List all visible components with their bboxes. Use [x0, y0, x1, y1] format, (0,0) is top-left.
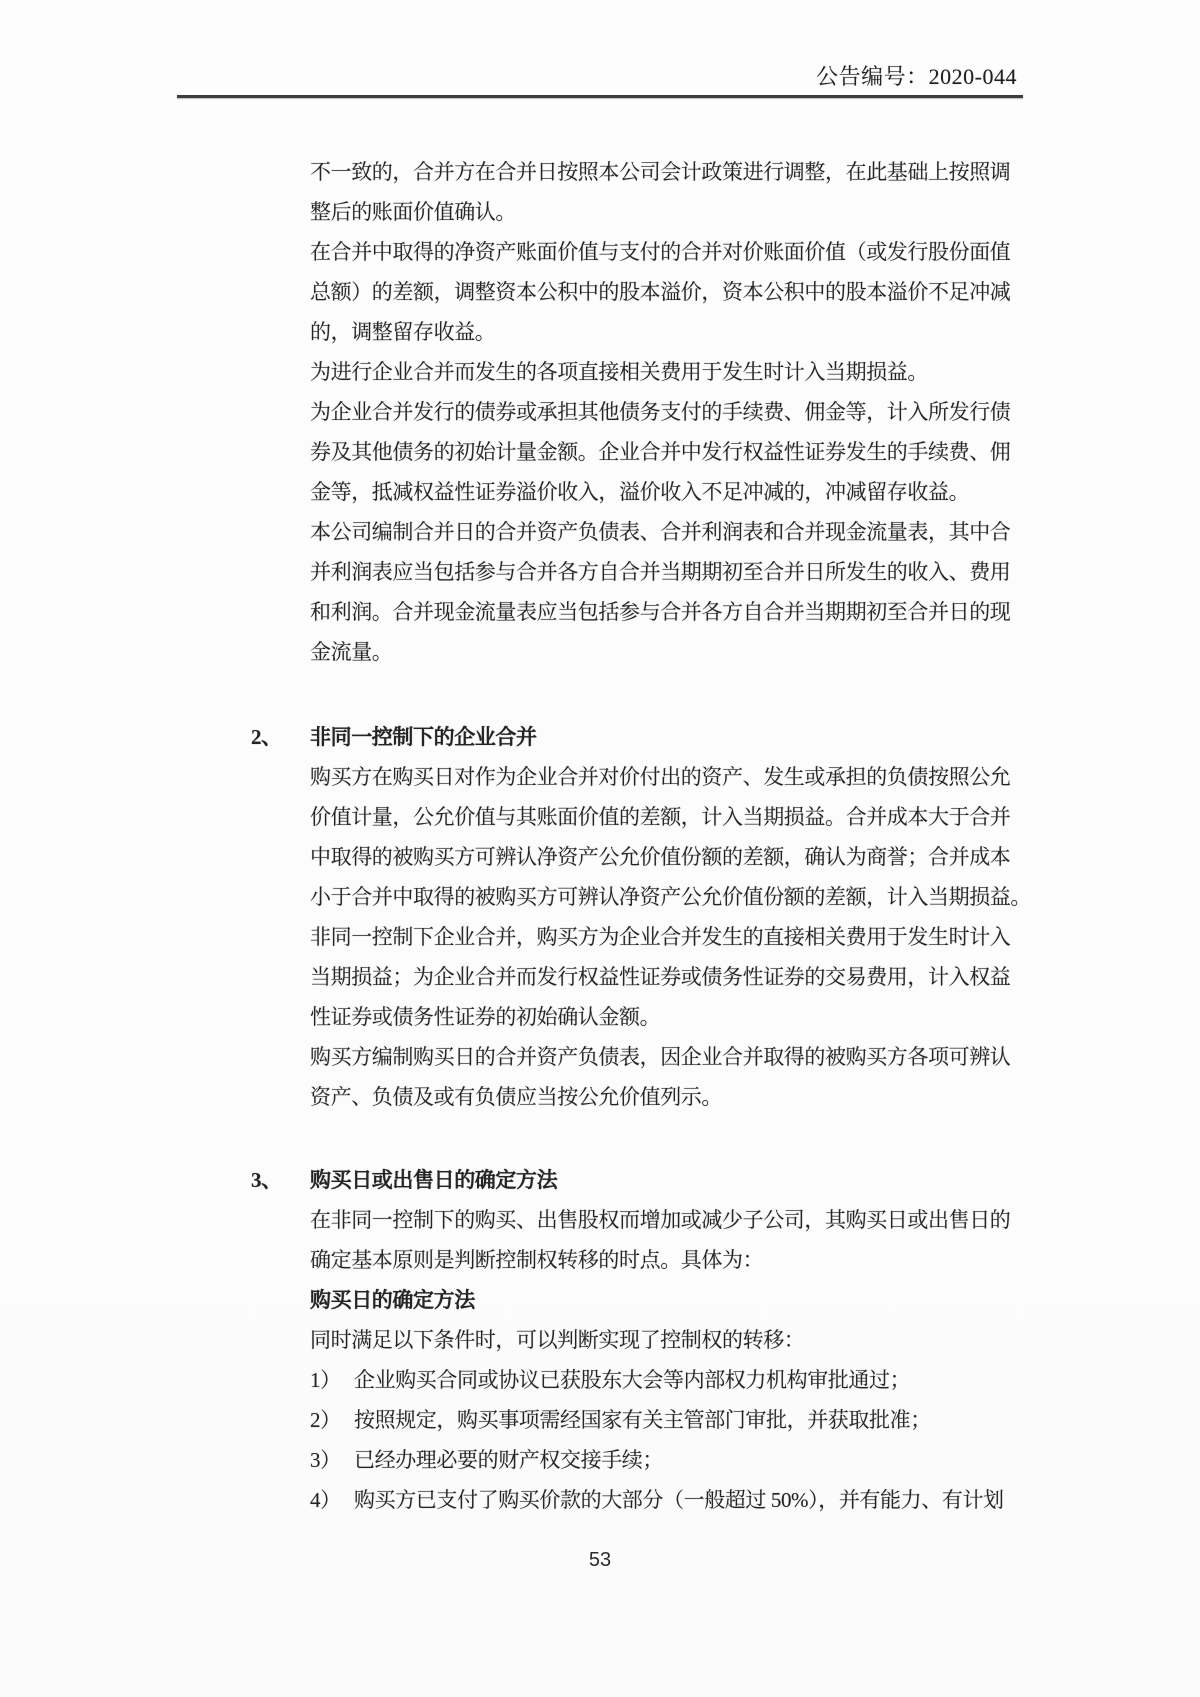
list-item-text: 按照规定，购买事项需经国家有关主管部门审批，并获取批准；: [354, 1408, 931, 1432]
section-number: 3、: [251, 1168, 282, 1192]
document-body: [251, 152, 1031, 1520]
list-item-text: 购买方已支付了购买价款的大部分（一般超过 50%），并有能力、有计划: [354, 1488, 1004, 1512]
page-number: 53: [588, 1549, 612, 1571]
list-item-text: 企业购买合同或协议已获股东大会等内部权力机构审批通过；: [354, 1368, 911, 1392]
text-line: 性证券或债务性证券的初始确认金额。: [310, 1005, 661, 1029]
announcement-number: 公告编号：2020-044: [816, 64, 1017, 89]
section-title: 购买日或出售日的确定方法: [310, 1168, 558, 1192]
paragraph-merger-statements: [310, 512, 1014, 672]
text-line: 整后的账面价值确认。: [310, 200, 516, 224]
text-line: 不一致的，合并方在合并日按照本公司会计政策进行调整，在此基础上按照调: [310, 160, 1011, 184]
list-item-2: [310, 1400, 1014, 1440]
text-line: 为进行企业合并而发生的各项直接相关费用于发生时计入当期损益。: [310, 360, 928, 384]
paragraph-control-transfer-conditions: [310, 1320, 1014, 1360]
list-item-number: 1）: [310, 1368, 341, 1392]
list-item-number: 3）: [310, 1448, 341, 1472]
text-line: 小于合并中取得的被购买方可辨认净资产公允价值份额的差额，计入当期损益。: [310, 885, 1031, 909]
section-heading-3: [251, 1160, 1014, 1200]
paragraph-direct-costs: [310, 352, 1014, 392]
text-line: 资产、负债及或有负债应当按公允价值列示。: [310, 1085, 722, 1109]
header-divider-line: [177, 95, 1023, 98]
text-line: 当期损益；为企业合并而发行权益性证券或债务性证券的交易费用，计入权益: [310, 965, 1011, 989]
text-line: 价值计量，公允价值与其账面价值的差额，计入当期损益。合并成本大于合并: [310, 805, 1011, 829]
text-line: 中取得的被购买方可辨认净资产公允价值份额的差额，确认为商誉；合并成本: [310, 845, 1011, 869]
text-line: 在非同一控制下的购买、出售股权而增加或减少子公司，其购买日或出售日的: [310, 1208, 1011, 1232]
section-heading-2: [251, 717, 1014, 757]
paragraph-net-asset-book-value: [310, 232, 1014, 352]
text-line: 同时满足以下条件时，可以判断实现了控制权的转移：: [310, 1328, 805, 1352]
text-line: 为企业合并发行的债券或承担其他债务支付的手续费、佣金等，计入所发行债: [310, 400, 1011, 424]
paragraph-acquirer-balance-sheet: [310, 1037, 1014, 1117]
text-line: 金等，抵减权益性证券溢价收入，溢价收入不足冲减的，冲减留存收益。: [310, 480, 970, 504]
text-line: 和利润。合并现金流量表应当包括参与合并各方自合并当期期初至合并日的现: [310, 600, 1011, 624]
list-item-text: 已经办理必要的财产权交接手续；: [354, 1448, 663, 1472]
text-line: 购买方编制购买日的合并资产负债表，因企业合并取得的被购买方各项可辨认: [310, 1045, 1011, 1069]
text-line: 本公司编制合并日的合并资产负债表、合并利润表和合并现金流量表，其中合: [310, 520, 1011, 544]
paragraph-bond-fees: [310, 392, 1014, 512]
paragraph-carryover-adjustment: [310, 152, 1014, 232]
section-title: 非同一控制下的企业合并: [310, 725, 537, 749]
text-line: 金流量。: [310, 640, 393, 664]
section-number: 2、: [251, 725, 282, 749]
text-line: 的，调整留存收益。: [310, 320, 496, 344]
conditions-list: [310, 1360, 1014, 1520]
text-line: 并利润表应当包括参与合并各方自合并当期期初至合并日所发生的收入、费用: [310, 560, 1011, 584]
text-line: 购买方在购买日对作为企业合并对价付出的资产、发生或承担的负债按照公允: [310, 765, 1011, 789]
list-item-number: 2）: [310, 1408, 341, 1432]
text-line: 非同一控制下企业合并，购买方为企业合并发生的直接相关费用于发生时计入: [310, 925, 1011, 949]
list-item-3: [310, 1440, 1014, 1480]
text-line: 确定基本原则是判断控制权转移的时点。具体为：: [310, 1248, 764, 1272]
paragraph-non-common-control: [310, 757, 1031, 1037]
text-line: 券及其他债务的初始计量金额。企业合并中发行权益性证券发生的手续费、佣: [310, 440, 1011, 464]
list-item-1: [310, 1360, 1014, 1400]
list-item-4: [310, 1480, 1014, 1520]
paragraph-purchase-sale-date-principle: [310, 1200, 1014, 1280]
purchase-date-method-subheading: 购买日的确定方法: [310, 1288, 475, 1312]
text-line: 总额）的差额，调整资本公积中的股本溢价，资本公积中的股本溢价不足冲减: [310, 280, 1011, 304]
list-item-number: 4）: [310, 1488, 341, 1512]
text-line: 在合并中取得的净资产账面价值与支付的合并对价账面价值（或发行股份面值: [310, 240, 1011, 264]
